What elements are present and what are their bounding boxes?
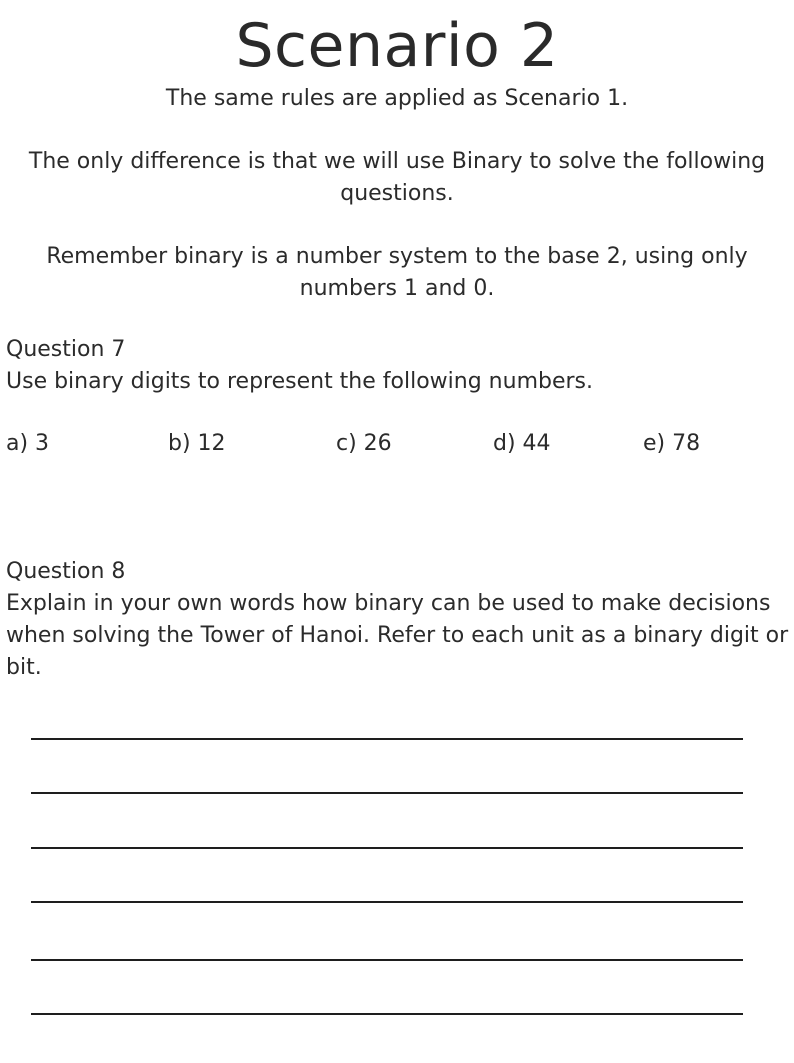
question-7-items [0,428,794,460]
question-8-text: Explain in your own words how binary can be used to make decisions when solving the Tower of Hanoi. Refer to each unit as a binary digit or bit. [6,591,789,680]
subtitle: The same rules are applied as Scenario 1. [165,86,629,111]
question-7-item-d: d) 44 [493,431,551,456]
question-8-heading: Question 8 [6,559,126,584]
answer-line[interactable] [31,792,743,794]
question-7-item-b: b) 12 [168,431,226,456]
question-7-item-a: a) 3 [6,431,50,456]
answer-line[interactable] [31,738,743,740]
answer-line[interactable] [31,959,743,961]
question-7-item-c: c) 26 [336,431,392,456]
question-7-heading: Question 7 [6,337,126,362]
intro-paragraph-binary: The only difference is that we will use Binary to solve the following questions. [28,149,766,206]
answer-line[interactable] [31,901,743,903]
intro-paragraph-base2: Remember binary is a number system to the base 2, using only numbers 1 and 0. [46,244,748,301]
answer-line[interactable] [31,1013,743,1015]
question-7-text: Use binary digits to represent the following numbers. [6,369,593,394]
answer-line[interactable] [31,847,743,849]
question-7-item-e: e) 78 [643,431,701,456]
page-title: Scenario 2 [235,11,559,81]
